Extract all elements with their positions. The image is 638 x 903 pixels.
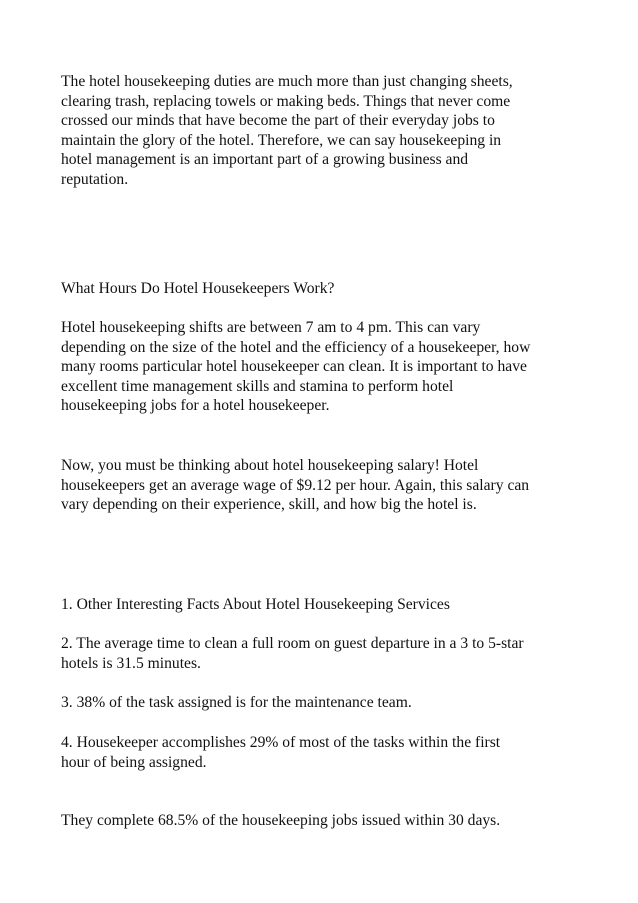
facts-item-1: 1. Other Interesting Facts About Hotel Housekeeping Services: [61, 596, 450, 613]
closing-paragraph: They complete 68.5% of the housekeeping jobs issued within 30 days.: [61, 812, 501, 829]
facts-item-3: 3. 38% of the task assigned is for the maintenance team.: [61, 694, 412, 711]
section-heading-hours: What Hours Do Hotel Housekeepers Work?: [61, 280, 335, 297]
facts-item-4: 4. Housekeeper accomplishes 29% of most of the tasks within the first hour of being assigned.: [61, 734, 501, 771]
salary-paragraph: Now, you must be thinking about hotel housekeeping salary! Hotel housekeepers get an average wage of $9.12 per hour. Again, this salary can vary depending on their experience, skill, and how big the hotel is.: [61, 457, 530, 513]
intro-paragraph: The hotel housekeeping duties are much more than just changing sheets, clearing trash, replacing towels or making beds. Things that never come crossed our minds that have become the part of their everyday jobs to maintain the glory of the hotel. Therefore, we can say housekeeping in hotel management is an important part of a growing business and reputation.: [61, 73, 513, 188]
hours-paragraph: Hotel housekeeping shifts are between 7 am to 4 pm. This can vary depending on the size of the hotel and the efficiency of a housekeeper, how many rooms particular hotel housekeeper can clean. It is important to have excellent time management skills and stamina to perform hotel housekeeping jobs for a hotel housekeeper.: [61, 319, 531, 414]
facts-item-2: 2. The average time to clean a full room on guest departure in a 3 to 5-star hotels is 31.5 minutes.: [61, 635, 524, 672]
